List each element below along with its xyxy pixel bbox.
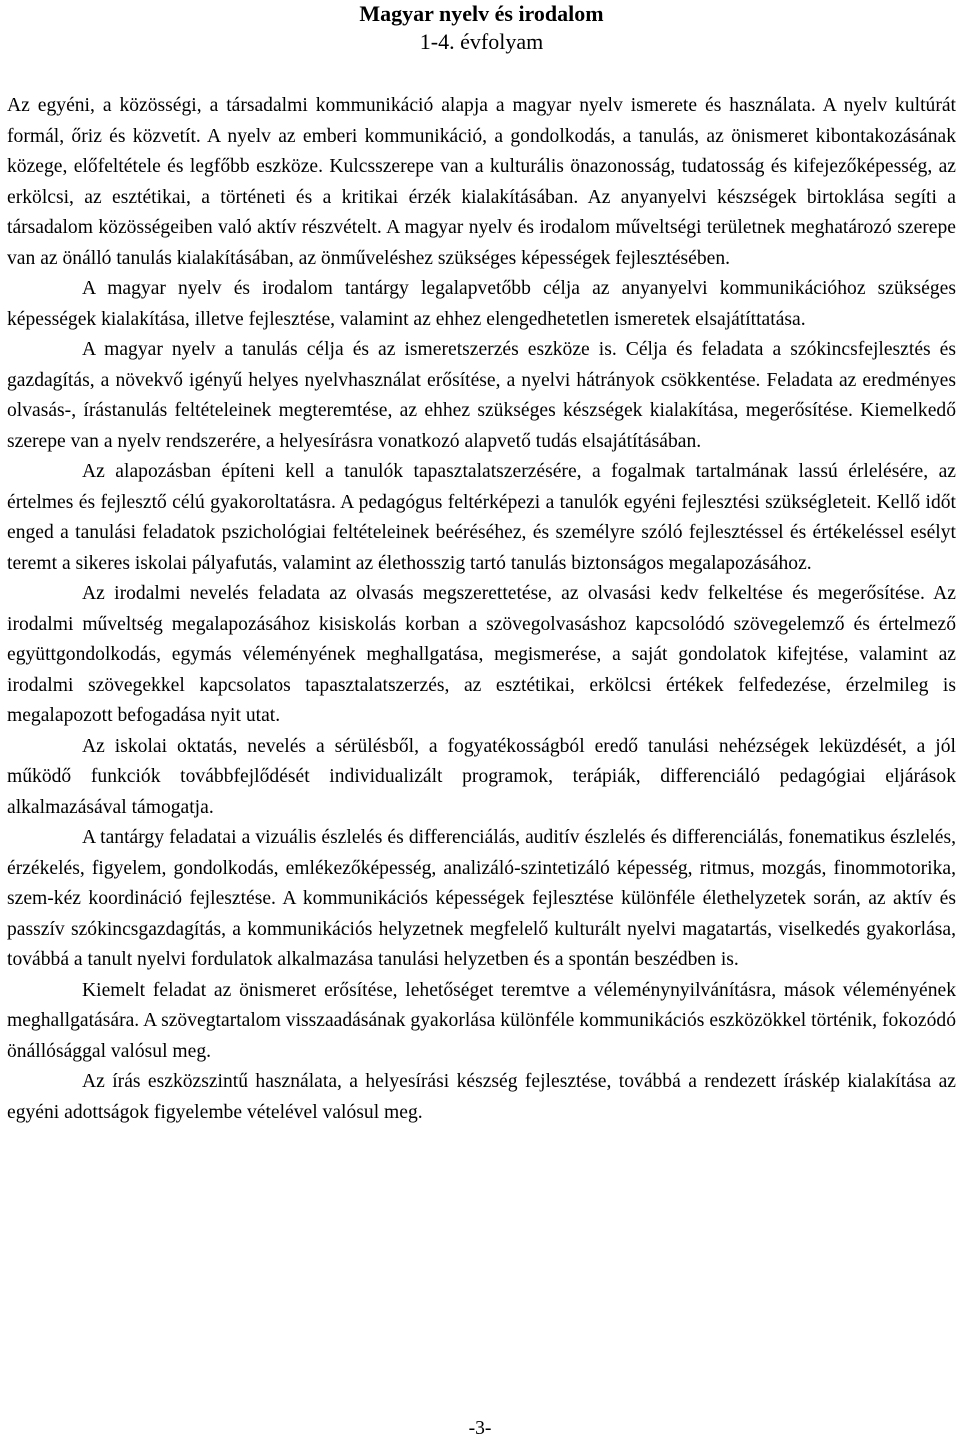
page-number: -3- (468, 1418, 492, 1439)
paragraph: A tantárgy feladatai a vizuális észlelés és differenciálás, auditív észlelés és differenciálás, fonematikus észlelés, érzékelés, figyelem, gondolkodás, emlékezőképesség, analizáló-szintetizáló képesség, ritmus, mozgás, finommotorika, szem-kéz koordináció fejlesztése. A kommunikációs képességek fejlesztése különféle élethelyzetek során, az aktív és passzív szókincsgazdagítás, a kommunikációs helyzetnek megfelelő kulturált nyelvi magatartás, viselkedés gyakorlása, továbbá a tanult nyelvi fordulatok alkalmazása tanulási helyzetben és a spontán beszédben is. (7, 827, 956, 970)
paragraph: Az egyéni, a közösségi, a társadalmi kommunikáció alapja a magyar nyelv ismerete és használata. A nyelv kultúrát formál, őriz és közvetít. A nyelv az emberi kommunikáció, a gondolkodás, a tanulás, az önismeret kibontakozásának közege, előfeltétele és legfőbb eszköze. Kulcsszerepe van a kulturális önazonosság, tudatosság és kifejezőképesség, az erkölcsi, az esztétikai, a történeti és a kritikai érzék kialakításában. Az anyanyelvi készségek birtoklása segíti a társadalom közösségeiben való aktív részvételt. A magyar nyelv és irodalom műveltségi területnek meghatározó szerepe van az önálló tanulás kialakításában, az önműveléshez szükséges képességek fejlesztésében. (7, 95, 956, 269)
document-body (7, 91, 956, 1128)
paragraph: Az irodalmi nevelés feladata az olvasás megszerettetése, az olvasási kedv felkeltése és megerősítése. Az irodalmi műveltség megalapozásához kisiskolás korban a szövegolvasáshoz kapcsolódó szövegelemző és értelmező együttgondolkodás, egymás véleményének meghallgatása, megismerése, a saját gondolatok kifejtése, valamint az irodalmi szövegekkel kapcsolatos tapasztalatszerzés, az esztétikai, erkölcsi értékek felfedezése, érzelmileg is megalapozott befogadása nyit utat. (7, 583, 956, 726)
paragraph: Az alapozásban építeni kell a tanulók tapasztalatszerzésére, a fogalmak tartalmának lassú érlelésére, az értelmes és fejlesztő célú gyakoroltatásra. A pedagógus feltérképezi a tanulók egyéni fejlesztési szükségleteit. Kellő időt enged a tanulási feladatok pszichológiai feltételeinek beéréséhez, és személyre szóló fejlesztéssel és értékeléssel esélyt teremt a sikeres iskolai pályafutás, valamint az élethosszig tartó tanulás biztonságos megalapozásához. (7, 461, 956, 574)
paragraph: Az írás eszközszintű használata, a helyesírási készség fejlesztése, továbbá a rendezett íráskép kialakítása az egyéni adottságok figyelembe vételével valósul meg. (7, 1071, 956, 1123)
paragraph: Az iskolai oktatás, nevelés a sérülésből, a fogyatékosságból eredő tanulási nehézségek leküzdését, a jól működő funkciók továbbfejlődését individualizált programok, terápiák, differenciáló pedagógiai eljárások alkalmazásával támogatja. (7, 735, 956, 818)
document-subtitle: 1-4. évfolyam (419, 29, 544, 54)
document-title: Magyar nyelv és irodalom (359, 1, 604, 26)
paragraph: A magyar nyelv és irodalom tantárgy legalapvetőbb célja az anyanyelvi kommunikációhoz szükséges képességek kialakítása, illetve fejlesztése, valamint az ehhez elengedhetetlen ismeretek elsajátíttatása. (7, 278, 956, 330)
paragraph: A magyar nyelv a tanulás célja és az ismeretszerzés eszköze is. Célja és feladata a szókincsfejlesztés és gazdagítás, a növekvő igényű helyes nyelvhasználat erősítése, a nyelvi hátrányok csökkentése. Feladata az eredményes olvasás-, írástanulás feltételeinek megteremtése, az ehhez szükséges készségek kialakítása, megerősítése. Kiemelkedő szerepe van a nyelv rendszerére, a helyesírásra vonatkozó alapvető tudás elsajátításában. (7, 339, 956, 452)
document-page (7, 0, 956, 1128)
paragraph: Kiemelt feladat az önismeret erősítése, lehetőséget teremtve a véleménynyilvánításra, mások véleményének meghallgatására. A szövegtartalom visszaadásának gyakorlása különféle kommunikációs eszközökkel történik, fokozódó önállósággal valósul meg. (7, 979, 956, 1062)
